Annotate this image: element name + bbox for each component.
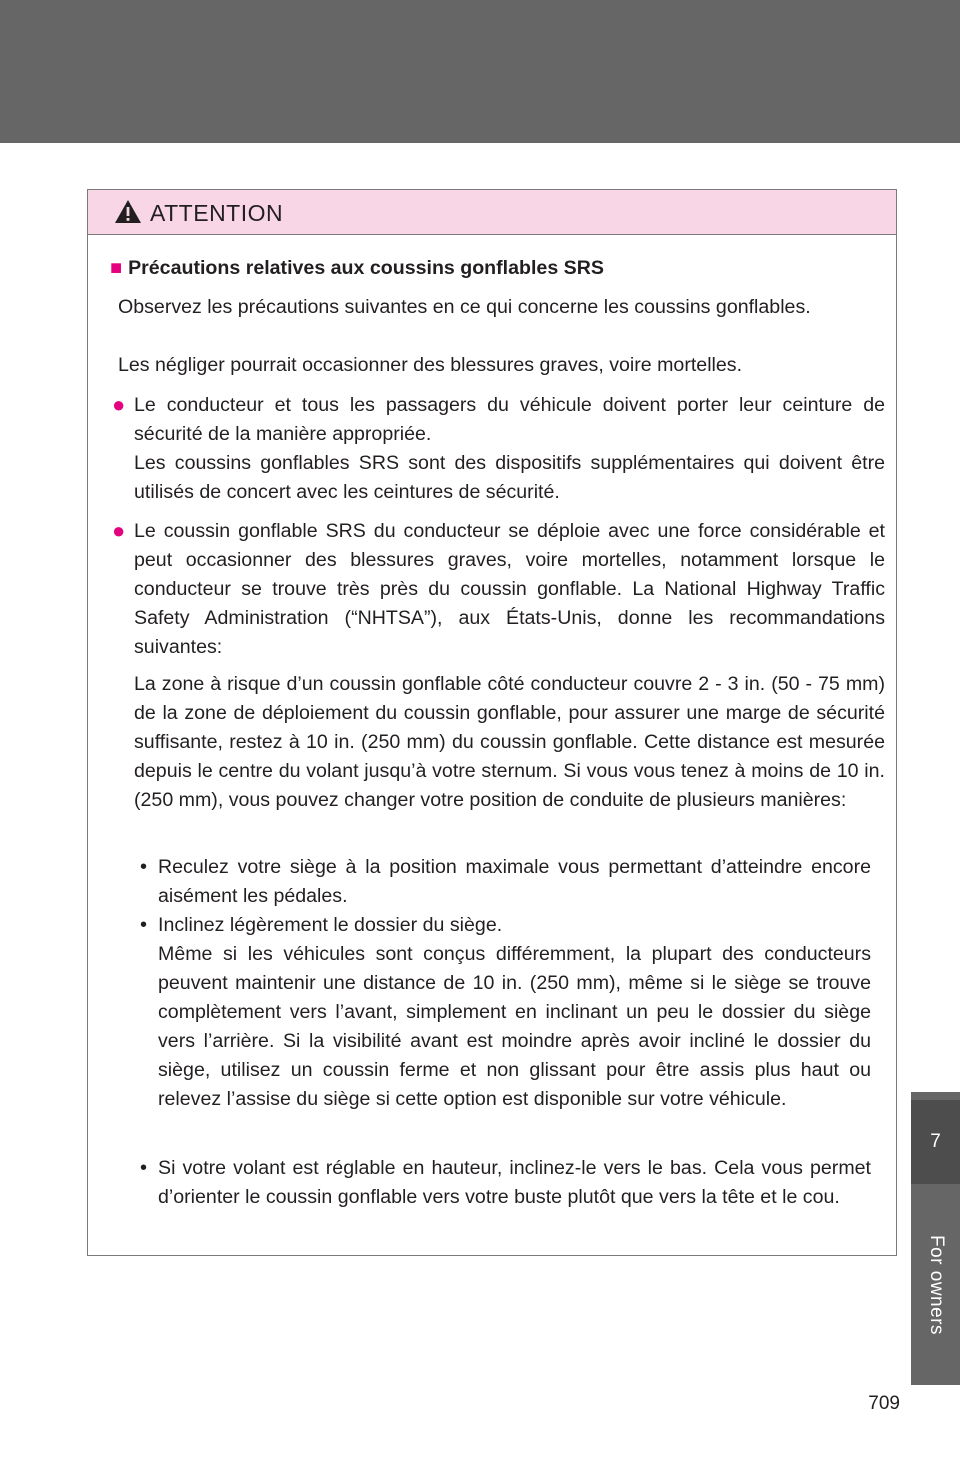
bullet-marker-2: ● bbox=[112, 518, 126, 543]
sub-item-2-continued: Même si les véhicules sont conçus différemment, la plupart des conducteurs peuvent maintenir une distance de 10 in. (250 mm), même si le siège se trouve complètement vers l’avant, simplement en inclinant un peu le dossier du siège vers l’arrière. Si la visibilité avant est moindre après avoir incliné le dossier du siège, utilisez un coussin ferme et non glissant pour être assis plus haut ou relevez l’assise du siège si cette option est disponible sur votre véhicule. bbox=[158, 943, 871, 1110]
attention-box bbox=[87, 189, 897, 1256]
attention-header bbox=[88, 190, 896, 235]
bullet-1: Le conducteur et tous les passagers du véhicule doivent porter leur ceinture de sécurité de la manière appropriée. bbox=[134, 394, 885, 445]
sub-marker-1: • bbox=[140, 856, 148, 878]
bullet-2: Le coussin gonflable SRS du conducteur se déploie avec une force considérable et peut occasionner des blessures graves, voire mortelles, notamment lorsque le conducteur se trouve très près du coussin gonflable. La National Highway Traffic Safety Administration (“NHTSA”), aux États-Unis, donne les recommandations suivantes: bbox=[134, 520, 885, 658]
bullet-marker-1: ● bbox=[112, 392, 126, 417]
sub-marker-3: • bbox=[140, 1157, 148, 1179]
sub-marker-2: • bbox=[140, 914, 148, 936]
chapter-number: 7 bbox=[911, 1100, 960, 1184]
sub-item-2: Inclinez légèrement le dossier du siège. bbox=[158, 914, 503, 936]
sub-item-3: Si votre volant est réglable en hauteur, inclinez-le vers le bas. Cela vous permet d’orienter le coussin gonflable vers votre buste plutôt que vers la tête et le cou. bbox=[158, 1157, 871, 1208]
warning-triangle-icon bbox=[114, 199, 142, 224]
chapter-label-text: For owners bbox=[925, 1234, 947, 1335]
heading-marker: ■ bbox=[110, 257, 123, 279]
bullet-2-continued: La zone à risque d’un coussin gonflable côté conducteur couvre 2 - 3 in. (50 - 75 mm) de la zone de déploiement du coussin gonflable, pour assurer une marge de sécurité suffisante, restez à 10 in. (250 mm) du coussin gonflable. Cette distance est mesurée depuis le centre du volant jusqu’à votre sternum. Si vous vous tenez à moins de 10 in. (250 mm), vous pouvez changer votre position de conduite de plusieurs manières: bbox=[134, 673, 885, 811]
section-heading bbox=[110, 254, 604, 283]
chapter-label bbox=[911, 1184, 960, 1385]
attention-title: ATTENTION bbox=[150, 200, 284, 226]
page-number: 709 bbox=[868, 1393, 900, 1414]
sub-item-1: Reculez votre siège à la position maximale vous permettant d’atteindre encore aisément les pédales. bbox=[158, 856, 871, 907]
intro-paragraph: Observez les précautions suivantes en ce qui concerne les coussins gonflables. bbox=[118, 296, 811, 318]
bullet-1-continued: Les coussins gonflables SRS sont des dispositifs supplémentaires qui doivent être utilisés de concert avec les ceintures de sécurité. bbox=[134, 452, 885, 503]
top-band bbox=[0, 0, 960, 143]
heading-text: Précautions relatives aux coussins gonflables SRS bbox=[128, 257, 604, 279]
intro-paragraph-2: Les négliger pourrait occasionner des blessures graves, voire mortelles. bbox=[118, 354, 743, 376]
